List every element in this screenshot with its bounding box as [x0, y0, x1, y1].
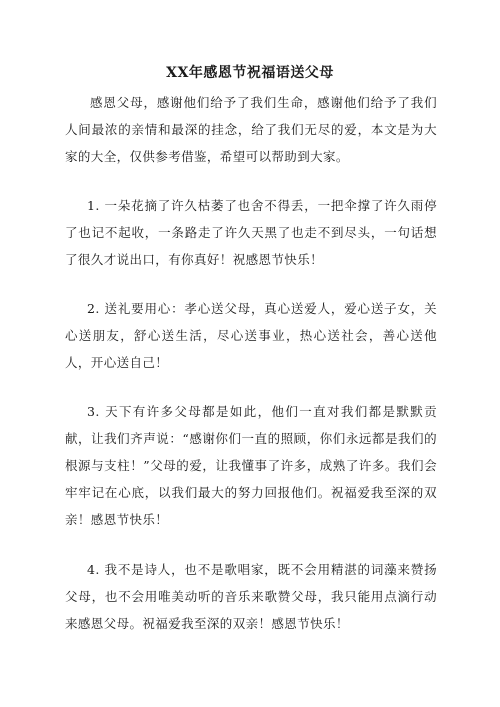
intro-paragraph: 感恩父母，感谢他们给予了我们生命，感谢他们给予了我们人间最浓的亲情和最深的挂念，给了我们无尽的爱，本文是为大家的大全，仅供参考借鉴，希望可以帮助到大家。	[65, 95, 437, 164]
paragraph-3: 3. 天下有许多父母都是如此，他们一直对我们都是默默贡献，让我们齐声说：“感谢你们一直的照顾，你们永远都是我们的根源与支柱！”父母的爱，让我懂事了许多，成熟了许多。我们会牢牢记在心底，以我们最大的努力回报他们。祝福爱我至深的双亲！感恩节快乐！	[65, 404, 437, 527]
paragraph-1: 1. 一朵花摘了许久枯萎了也舍不得丢，一把伞撑了许久雨停了也记不起收，一条路走了许久天黑了也走不到尽头，一句话想了很久才说出口，有你真好！祝感恩节快乐！	[65, 198, 437, 267]
paragraph-2: 2. 送礼要用心：孝心送父母，真心送爱人，爱心送子女，关心送朋友，舒心送生活，尽心送事业，热心送社会，善心送他人，开心送自己！	[65, 301, 437, 370]
paragraph-4: 4. 我不是诗人，也不是歌唱家，既不会用精湛的词藻来赞扬父母，也不会用唯美动听的音乐来歌赞父母，我只能用点滴行动来感恩父母。祝福爱我至深的双亲！感恩节快乐！	[65, 562, 437, 631]
document-title: XX年感恩节祝福语送父母	[166, 65, 334, 81]
